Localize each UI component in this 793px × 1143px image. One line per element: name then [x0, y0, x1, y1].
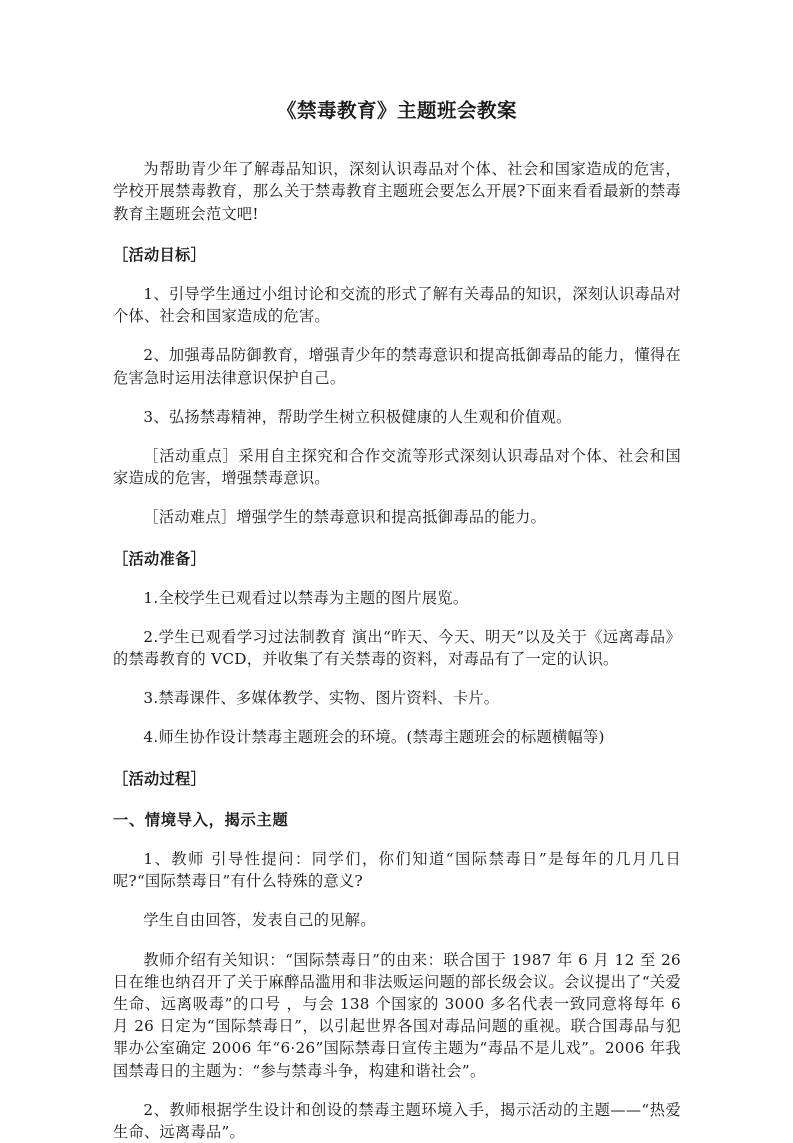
- preparation-item: 3.禁毒课件、多媒体教学、实物、图片资料、卡片。: [143, 689, 500, 708]
- process-item: 1、教师 引导性提问：同学们，你们知道“国际禁毒日”是每年的几月几日呢?“国际禁毒日”有什么特殊的意义?: [113, 850, 681, 891]
- spacer: [113, 609, 681, 626]
- intro-paragraph: 为帮助青少年了解毒品知识，深刻认识毒品对个体、社会和国家造成的危害，学校开展禁毒教育，那么关于禁毒教育主题班会要怎么开展?下面来看看最新的禁毒教育主题班会范文吧!: [113, 160, 681, 223]
- section-heading-process: ［活动过程］: [113, 769, 206, 788]
- preparation-item: 4.师生协作设计禁毒主题班会的环境。(禁毒主题班会的标题横幅等): [143, 728, 605, 747]
- activity-difficulty: ［活动难点］增强学生的禁毒意识和提高抵御毒品的能力。: [143, 508, 547, 527]
- spacer: [113, 749, 681, 768]
- spacer: [113, 1082, 681, 1099]
- document-body: [113, 0, 681, 1143]
- section-heading-objectives: ［活动目标］: [113, 245, 206, 264]
- spacer: [113, 570, 681, 587]
- spacer: [113, 327, 681, 344]
- spacer: [113, 831, 681, 848]
- preparation-item: 1.全校学生已观看过以禁毒为主题的图片展览。: [143, 588, 469, 607]
- spacer: [113, 790, 681, 809]
- page-title: 《禁毒教育》主题班会教案: [276, 99, 517, 122]
- spacer: [113, 709, 681, 726]
- spacer: [113, 892, 681, 909]
- spacer: [113, 389, 681, 406]
- objective-item: 3、弘扬禁毒精神，帮助学生树立积极健康的人生观和价值观。: [143, 407, 572, 426]
- process-item: 学生自由回答，发表自己的见解。: [143, 911, 376, 930]
- spacer: [113, 428, 681, 445]
- spacer: [113, 529, 681, 548]
- spacer: [113, 266, 681, 283]
- preparation-item: 2.学生已观看学习过法制教育 演出“昨天、今天、明天”以及关于《远离毒品》的禁毒教育的 VCD，并收集了有关禁毒的资料，对毒品有了一定的认识。: [113, 627, 681, 669]
- objective-item: 1、引导学生通过小组讨论和交流的形式了解有关毒品的知识，深刻认识毒品对个体、社会和国家造成的危害。: [113, 285, 681, 326]
- spacer: [113, 225, 681, 244]
- spacer: [113, 489, 681, 506]
- process-item: 教师介绍有关知识：“国际禁毒日”的由来：联合国于 1987 年 6 月 12 至 26 日在维也纳召开了关于麻醉品滥用和非法贩运问题的部长级会议。会议提出了“关爱生命、远离吸毒”的口号 ，与会 138 个国家的 3000 多名代表一致同意将每年 6 月 26 日定为“国际禁毒日”，以引起世界各国对毒品问题的重视。联合国毒品与犯罪办公室确定 2006 年“6·26”国际禁毒日宣传主题为“毒品不是儿戏”。2006 年我国禁毒日的主题为：“参与禁毒斗争，构建和谐社会”。: [113, 950, 681, 1080]
- spacer: [113, 932, 681, 949]
- spacer: [113, 125, 681, 158]
- section-heading-preparation: ［活动准备］: [113, 549, 206, 568]
- process-item: 2、教师根据学生设计和创设的禁毒主题环境入手，揭示活动的主题——“热爱生命、远离毒品”。: [113, 1100, 681, 1141]
- objective-item: 2、加强毒品防御教育，增强青少年的禁毒意识和提高抵御毒品的能力，懂得在危害急时运用法律意识保护自己。: [113, 346, 681, 387]
- activity-key-point: ［活动重点］采用自主探究和合作交流等形式深刻认识毒品对个体、社会和国家造成的危害，增强禁毒意识。: [113, 446, 681, 488]
- spacer: [113, 670, 681, 687]
- subsection-heading-intro-context: 一、情境导入，揭示主题: [113, 810, 289, 829]
